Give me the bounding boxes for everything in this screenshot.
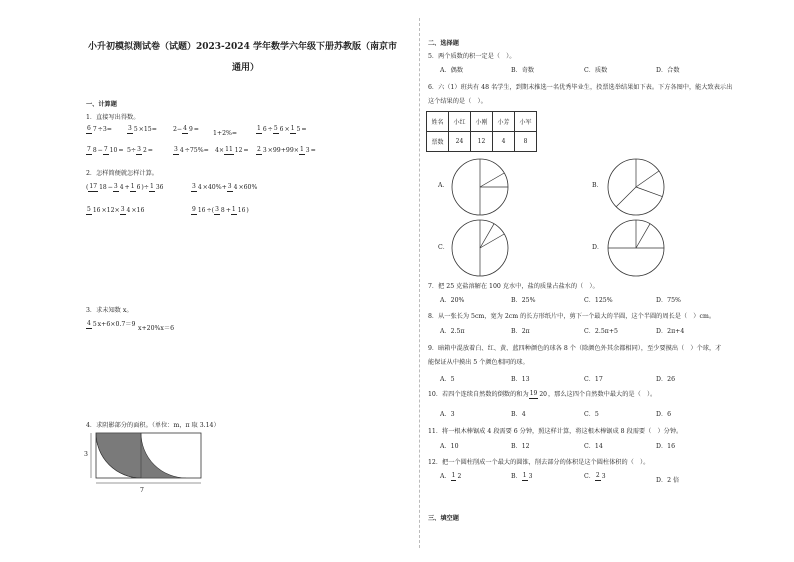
- section-fill-heading: 三、填空题: [428, 515, 459, 522]
- q1-item-e: 1 6 ÷ 5 6 × 1 5 =: [257, 125, 307, 133]
- question-8: 8．从一张长为 5cm，宽为 2cm 的长方形纸片中，剪下一个最大的半圆，这个半圆的周长是（ ）cm。: [428, 313, 716, 320]
- q2-item-d: 9 16 ÷( 3 8 + 1 16 ): [192, 206, 249, 214]
- q1-item-c: 2− 4 9 =: [173, 125, 199, 133]
- q12-option-a[interactable]: A． 1 2: [440, 472, 462, 480]
- question-1-prompt: 1．直接写出得数。: [86, 114, 140, 121]
- q10-option-c[interactable]: C．5: [584, 411, 599, 418]
- q1-item-b: 3 5 ×15=: [128, 125, 157, 133]
- q10-option-b[interactable]: B．4: [511, 411, 526, 418]
- q9-option-b[interactable]: B．13: [511, 376, 530, 383]
- table-cell: 8: [515, 132, 537, 152]
- table-cell: 姓名: [427, 112, 449, 132]
- q7-option-b[interactable]: B．25%: [511, 297, 536, 304]
- question-6-line2: 这个结果的是（ ）。: [428, 98, 487, 105]
- q10-option-a[interactable]: A．3: [440, 411, 455, 418]
- question-12: 12．把一个圆柱削成一个最大的圆锥，削去部分的体积是这个圆柱体积的（ ）。: [428, 459, 650, 466]
- question-9-line1: 9．暗箱中混放着白、红、黄、蓝四种颜色的球各 8 个（除颜色外其余都相同），至少要摸出（ ）个球，才: [428, 345, 722, 352]
- column-divider: [419, 18, 420, 548]
- q8-option-d[interactable]: D．2π+4: [656, 328, 685, 335]
- q11-option-d[interactable]: D．16: [656, 443, 676, 450]
- q11-option-b[interactable]: B．12: [511, 443, 530, 450]
- q5-option-c[interactable]: C．质数: [584, 67, 608, 74]
- q3-item-b: x+20%x＝6: [138, 325, 175, 332]
- exam-title-line2: 通用）: [232, 63, 260, 73]
- question-11: 11．将一根木棒锯成 4 段需要 6 分钟，照这样计算，将这根木棒锯成 8 段需要（ ）分钟。: [428, 428, 683, 435]
- q9-option-a[interactable]: A．5: [440, 376, 455, 383]
- q6-option-b[interactable]: B．: [592, 182, 603, 189]
- q7-option-c[interactable]: C．125%: [584, 297, 613, 304]
- question-6-line1: 6．六（1）班共有 48 名学生，到期末推选一名优秀毕业生，投票选举结果如下表。下方各图中，能大致表示出: [428, 84, 733, 91]
- q2-item-a: ( 17 18 − 3 4 + 1 6 )÷ 1 36: [86, 183, 164, 191]
- figure-height-label: 3: [84, 451, 88, 458]
- q11-option-c[interactable]: C．14: [584, 443, 603, 450]
- q5-option-a[interactable]: A．偶数: [440, 67, 464, 74]
- table-cell: 小红: [449, 112, 471, 132]
- q12-option-d[interactable]: D．2 倍: [656, 477, 680, 484]
- question-5: 5．两个质数的积一定是（ ）。: [428, 53, 516, 60]
- table-cell: 票数: [427, 132, 449, 152]
- table-cell: 4: [493, 132, 515, 152]
- table-cell: 24: [449, 132, 471, 152]
- right-column: [424, 0, 794, 562]
- q1-item-d: 1+2%=: [213, 130, 238, 137]
- q7-option-a[interactable]: A．20%: [440, 297, 465, 304]
- vote-table-header: [427, 112, 537, 132]
- question-3-prompt: 3．求未知数 x。: [86, 307, 133, 314]
- q1-item-h: 3 4 ÷75%=: [174, 146, 209, 154]
- q7-option-d[interactable]: D．75%: [656, 297, 681, 304]
- question-2-prompt: 2．怎样简便就怎样计算。: [86, 170, 158, 177]
- q10-option-d[interactable]: D．6: [656, 411, 672, 418]
- vote-table: [426, 111, 537, 152]
- q3-item-a: 4 5 x+6×0.7＝9: [87, 320, 136, 328]
- table-cell: 小军: [515, 112, 537, 132]
- pie-chart-option-b: [606, 157, 666, 217]
- exam-title-line1: 小升初模拟测试卷（试题）2023-2024 学年数学六年级下册苏教版（南京市: [88, 42, 397, 52]
- table-cell: 小芳: [493, 112, 515, 132]
- q6-option-a[interactable]: A．: [438, 182, 449, 189]
- q1-item-j: 2 3 ×99+99× 1 3 =: [257, 146, 316, 154]
- q12-option-b[interactable]: B． 1 3: [511, 472, 533, 480]
- pie-chart-option-a: [450, 157, 510, 217]
- q6-option-c[interactable]: C．: [438, 244, 449, 251]
- q1-item-f: 7 8 − 7 10 =: [87, 146, 124, 154]
- table-cell: 小刚: [471, 112, 493, 132]
- q5-option-d[interactable]: D．合数: [656, 67, 680, 74]
- q1-item-a: 6 7 ÷3=: [87, 125, 112, 133]
- question-7: 7．把 25 克盐溶解在 100 克水中，盐的质量占盐水的（ ）。: [428, 283, 599, 290]
- question-4-prompt: 4．求阴影部分的面积。（单位：m，π 取 3.14）: [86, 422, 220, 429]
- table-cell: 12: [471, 132, 493, 152]
- q8-option-c[interactable]: C．2.5π+5: [584, 328, 618, 335]
- question-9-line2: 能保证从中摸出 5 个颜色相同的球。: [428, 359, 529, 366]
- q8-option-b[interactable]: B．2π: [511, 328, 530, 335]
- q5-option-b[interactable]: B．奇数: [511, 67, 535, 74]
- figure-width-label: 7: [140, 487, 144, 494]
- q11-option-a[interactable]: A．10: [440, 443, 459, 450]
- q1-item-i: 4× 11 12 =: [215, 146, 249, 154]
- q6-option-d[interactable]: D．: [592, 244, 604, 251]
- q9-option-d[interactable]: D．26: [656, 376, 676, 383]
- q9-option-c[interactable]: C．17: [584, 376, 603, 383]
- q2-item-b: 3 4 ×40%+ 3 4 ×60%: [192, 183, 258, 191]
- q1-item-g: 5÷ 3 2 =: [127, 146, 153, 154]
- pie-chart-option-c: [450, 218, 510, 278]
- question-10: 10．若四个连续自然数的倒数的和为 19 20 ，那么这四个自然数中最大的是（ ）。: [428, 390, 657, 398]
- pie-chart-option-d: [606, 218, 666, 278]
- section-calculation-heading: 一、计算题: [86, 101, 117, 108]
- vote-table-row: [427, 132, 537, 152]
- section-choice-heading: 二、选择题: [428, 40, 459, 47]
- shaded-area-figure: [86, 428, 216, 498]
- q12-option-c[interactable]: C． 2 3: [584, 472, 606, 480]
- q2-item-c: 5 16 ×12× 3 4 ×16: [87, 206, 145, 214]
- q8-option-a[interactable]: A．2.5π: [440, 328, 465, 335]
